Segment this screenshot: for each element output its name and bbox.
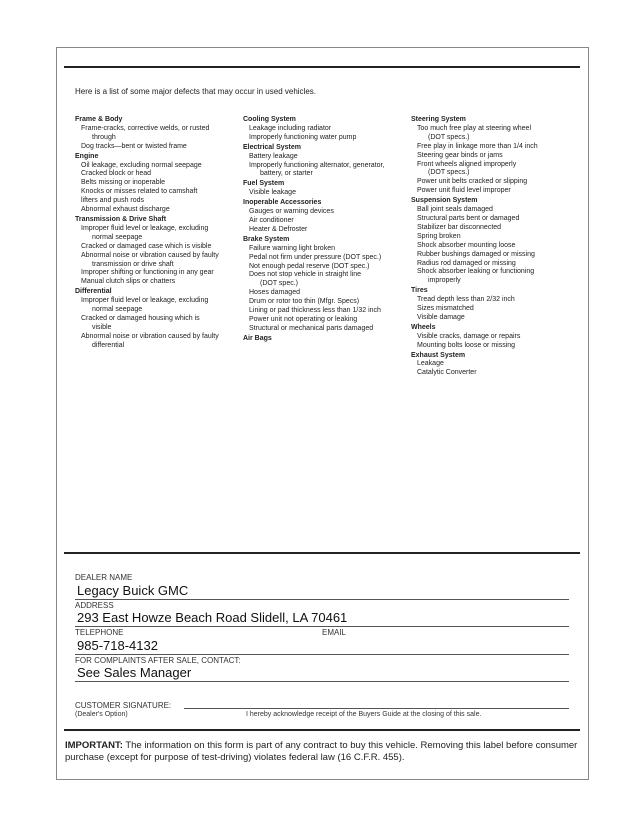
defect-item bbox=[243, 316, 418, 325]
address-line bbox=[75, 626, 569, 627]
defect-section-title: Air Bags bbox=[243, 334, 272, 342]
defect-item-text: Cracked block or head bbox=[81, 170, 152, 178]
defect-item-text: Failure warning light broken bbox=[249, 244, 335, 252]
defect-item bbox=[411, 215, 586, 224]
dealers-option-label: (Dealer's Option) bbox=[75, 711, 128, 718]
defect-item bbox=[411, 125, 586, 143]
defect-item bbox=[75, 252, 250, 270]
defect-item-text: Lining or pad thickness less than 1/32 inch bbox=[249, 307, 381, 315]
defect-section-title: Tires bbox=[411, 287, 428, 295]
defect-item bbox=[411, 242, 586, 251]
defect-item-continuation: normal seepage bbox=[92, 233, 143, 241]
defect-item-continuation: visible bbox=[92, 323, 112, 331]
defect-item-text: Visible cracks, damage or repairs bbox=[417, 332, 521, 340]
defect-section-title: Wheels bbox=[411, 323, 436, 331]
defect-item-text: Abnormal noise or vibration caused by faulty bbox=[81, 251, 219, 259]
defect-item-continuation: differential bbox=[92, 341, 125, 349]
defect-item-text: Mounting bolts loose or missing bbox=[417, 341, 516, 349]
defect-item bbox=[243, 162, 418, 180]
defect-item-text: Frame-cracks, corrective welds, or rusted bbox=[81, 124, 210, 132]
defect-item bbox=[411, 251, 586, 260]
defect-item-text: Heater & Defroster bbox=[249, 225, 308, 233]
defect-item bbox=[243, 125, 418, 134]
defect-item-text: Cracked or damaged case which is visible bbox=[81, 242, 212, 250]
top-rule bbox=[64, 66, 580, 68]
defect-item-text: Leakage bbox=[417, 360, 444, 368]
customer-signature-line[interactable] bbox=[184, 708, 569, 709]
defect-item bbox=[243, 153, 418, 162]
defect-item-text: Improper fluid level or leakage, excluding bbox=[81, 297, 209, 305]
defect-item bbox=[411, 233, 586, 242]
defect-item-text: Cracked or damaged housing which is bbox=[81, 314, 200, 322]
defect-section-title: Steering System bbox=[411, 116, 466, 123]
defect-item-text: Improper shifting or functioning in any gear bbox=[81, 269, 214, 277]
dealer-name-line bbox=[75, 599, 569, 600]
defect-section-title: Electrical System bbox=[243, 143, 301, 151]
defect-item-text: Not enough pedal reserve (DOT spec.) bbox=[249, 262, 370, 270]
defect-item-text: Structural or mechanical parts damaged bbox=[249, 324, 374, 332]
dealer-name-value: Legacy Buick GMC bbox=[77, 583, 189, 598]
defect-item-text: Stabilizer bar disconnected bbox=[417, 223, 502, 231]
defect-item bbox=[243, 189, 418, 198]
telephone-value: 985-718-4132 bbox=[77, 638, 158, 653]
defect-item-continuation: (DOT specs.) bbox=[428, 133, 470, 141]
address-value: 293 East Howze Beach Road Slidell, LA 70461 bbox=[77, 610, 348, 625]
defect-item-text: Power unit fluid level improper bbox=[417, 187, 511, 195]
defect-item-text: Power unit not operating or leaking bbox=[249, 315, 358, 323]
defect-item-continuation: (DOT specs.) bbox=[428, 169, 470, 177]
defect-item-text: Improper fluid level or leakage, excluding bbox=[81, 224, 209, 232]
defect-item bbox=[411, 305, 586, 314]
defect-item bbox=[75, 278, 250, 287]
defect-item bbox=[75, 188, 250, 197]
defect-item-text: Oil leakage, excluding normal seepage bbox=[81, 161, 202, 169]
defect-item-text: Visible damage bbox=[417, 313, 465, 321]
defect-section-title: Suspension System bbox=[411, 197, 478, 205]
defect-item bbox=[75, 269, 250, 278]
defect-item bbox=[75, 243, 250, 252]
acknowledge-text: I hereby acknowledge receipt of the Buyers Guide at the closing of this sale. bbox=[246, 711, 482, 718]
email-label: EMAIL bbox=[322, 628, 347, 637]
defect-item bbox=[411, 342, 586, 351]
defect-item bbox=[243, 298, 418, 307]
important-label: IMPORTANT: bbox=[65, 740, 123, 751]
defect-item bbox=[75, 143, 250, 152]
defect-item bbox=[411, 187, 586, 196]
defect-item bbox=[243, 217, 418, 226]
defect-item-text: Air conditioner bbox=[249, 216, 294, 224]
defect-item-text: Battery leakage bbox=[249, 152, 298, 160]
defect-item-text: Leakage including radiator bbox=[249, 124, 332, 132]
defect-item bbox=[411, 206, 586, 215]
defect-section-title: Inoperable Accessories bbox=[243, 199, 322, 207]
defect-item bbox=[411, 260, 586, 269]
defect-item-text: Does not stop vehicle in straight line bbox=[249, 271, 362, 279]
defect-item bbox=[411, 360, 586, 369]
customer-signature-label: CUSTOMER SIGNATURE: bbox=[75, 701, 172, 710]
defect-item bbox=[243, 263, 418, 272]
defect-item bbox=[243, 208, 418, 217]
defect-item-continuation: improperly bbox=[428, 277, 461, 285]
defect-item-text: Steering gear binds or jams bbox=[417, 151, 503, 159]
defect-item-text: Shock absorber leaking or functioning bbox=[417, 268, 535, 276]
defect-item bbox=[243, 134, 418, 143]
defect-item bbox=[75, 333, 250, 351]
defects-column-1 bbox=[75, 115, 250, 351]
defect-section-title: Fuel System bbox=[243, 180, 285, 188]
defect-item bbox=[75, 197, 250, 206]
defect-item bbox=[411, 143, 586, 152]
defect-item-text: Abnormal exhaust discharge bbox=[81, 206, 170, 214]
defect-item-text: Knocks or misses related to camshaft bbox=[81, 188, 198, 196]
defect-item bbox=[243, 245, 418, 254]
defect-item bbox=[75, 170, 250, 179]
defect-item-continuation: normal seepage bbox=[92, 306, 143, 314]
important-notice bbox=[65, 740, 580, 764]
defect-section-title: Cooling System bbox=[243, 116, 296, 123]
defect-item bbox=[411, 224, 586, 233]
defect-item bbox=[411, 178, 586, 187]
defect-item-text: Shock absorber mounting loose bbox=[417, 241, 516, 249]
defects-intro: Here is a list of some major defects that may occur in used vehicles. bbox=[75, 87, 316, 96]
defect-item bbox=[75, 125, 250, 143]
defect-item bbox=[411, 369, 586, 378]
defect-item bbox=[411, 314, 586, 323]
defect-item-text: Drum or rotor too thin (Mfgr. Specs) bbox=[249, 298, 360, 306]
defect-item bbox=[243, 325, 418, 334]
defect-item bbox=[75, 225, 250, 243]
defect-item bbox=[75, 297, 250, 315]
complaints-label: FOR COMPLAINTS AFTER SALE, CONTACT: bbox=[75, 656, 241, 665]
dealer-name-label: DEALER NAME bbox=[75, 573, 133, 582]
defect-item bbox=[75, 179, 250, 188]
defect-item-continuation: battery, or starter bbox=[260, 170, 313, 178]
defect-section-title: Engine bbox=[75, 152, 99, 160]
defect-item-text: Hoses damaged bbox=[249, 289, 300, 297]
defect-item-text: Gauges or warning devices bbox=[249, 208, 334, 216]
defect-item-text: Belts missing or inoperable bbox=[81, 179, 166, 187]
defect-item-text: Visible leakage bbox=[249, 189, 296, 197]
defect-item-text: Pedal not firm under pressure (DOT spec.) bbox=[249, 253, 382, 261]
important-rule bbox=[64, 729, 580, 731]
defect-item bbox=[243, 289, 418, 298]
defect-item bbox=[411, 152, 586, 161]
defect-item-text: Dog tracks—bent or twisted frame bbox=[81, 142, 187, 150]
defect-item-text: Catalytic Converter bbox=[417, 369, 477, 377]
defect-item-text: Too much free play at steering wheel bbox=[417, 124, 532, 132]
defect-section-title: Frame & Body bbox=[75, 116, 123, 123]
defect-item bbox=[411, 296, 586, 305]
complaints-line bbox=[75, 681, 569, 682]
defect-section-title: Differential bbox=[75, 288, 112, 296]
defect-item-text: Improperly functioning alternator, generator, bbox=[249, 161, 385, 169]
defect-item bbox=[411, 333, 586, 342]
defect-item-text: Spring broken bbox=[417, 232, 461, 240]
defect-item bbox=[75, 206, 250, 215]
defect-item bbox=[411, 161, 586, 179]
defect-item-text: Rubber bushings damaged or missing bbox=[417, 250, 535, 258]
defect-item-text: Abnormal noise or vibration caused by faulty bbox=[81, 332, 219, 340]
defect-item-continuation: through bbox=[92, 133, 116, 141]
dealer-section-rule bbox=[64, 552, 580, 554]
address-label: ADDRESS bbox=[75, 601, 114, 610]
defect-item-text: Radius rod damaged or missing bbox=[417, 259, 516, 267]
important-text: The information on this form is part of any contract to buy this vehicle. Removing this label before consumer purchase (except for purpose of test-driving) violates federal law (16 C.F.R. 455). bbox=[65, 740, 578, 763]
defect-item bbox=[243, 226, 418, 235]
defect-item bbox=[243, 271, 418, 289]
defect-section-title: Transmission & Drive Shaft bbox=[75, 215, 167, 223]
defect-section-title: Exhaust System bbox=[411, 351, 466, 359]
defect-item-text: Power unit belts cracked or slipping bbox=[417, 178, 528, 186]
defect-item-continuation: transmission or drive shaft bbox=[92, 260, 174, 268]
defect-item-text: Free play in linkage more than 1/4 inch bbox=[417, 142, 538, 150]
defects-column-3 bbox=[411, 115, 586, 378]
defect-item bbox=[75, 162, 250, 171]
telephone-label: TELEPHONE bbox=[75, 628, 124, 637]
defect-item-text: Improperly functioning water pump bbox=[249, 133, 357, 141]
defect-item bbox=[75, 315, 250, 333]
telephone-line bbox=[75, 654, 569, 655]
defect-section-title: Brake System bbox=[243, 235, 290, 243]
defect-item-text: lifters and push rods bbox=[81, 197, 145, 205]
defect-item-continuation: (DOT spec.) bbox=[260, 280, 298, 288]
defect-item-text: Sizes mismatched bbox=[417, 305, 474, 313]
defect-item-text: Ball joint seals damaged bbox=[417, 206, 493, 214]
defect-item bbox=[243, 254, 418, 263]
defect-item bbox=[243, 307, 418, 316]
defect-item-text: Front wheels aligned improperly bbox=[417, 160, 517, 168]
defect-item-text: Manual clutch slips or chatters bbox=[81, 278, 176, 286]
complaints-value: See Sales Manager bbox=[77, 665, 192, 680]
defect-item-text: Tread depth less than 2/32 inch bbox=[417, 296, 515, 304]
defect-item bbox=[411, 268, 586, 286]
defect-item-text: Structural parts bent or damaged bbox=[417, 214, 520, 222]
defects-column-2 bbox=[243, 115, 418, 344]
